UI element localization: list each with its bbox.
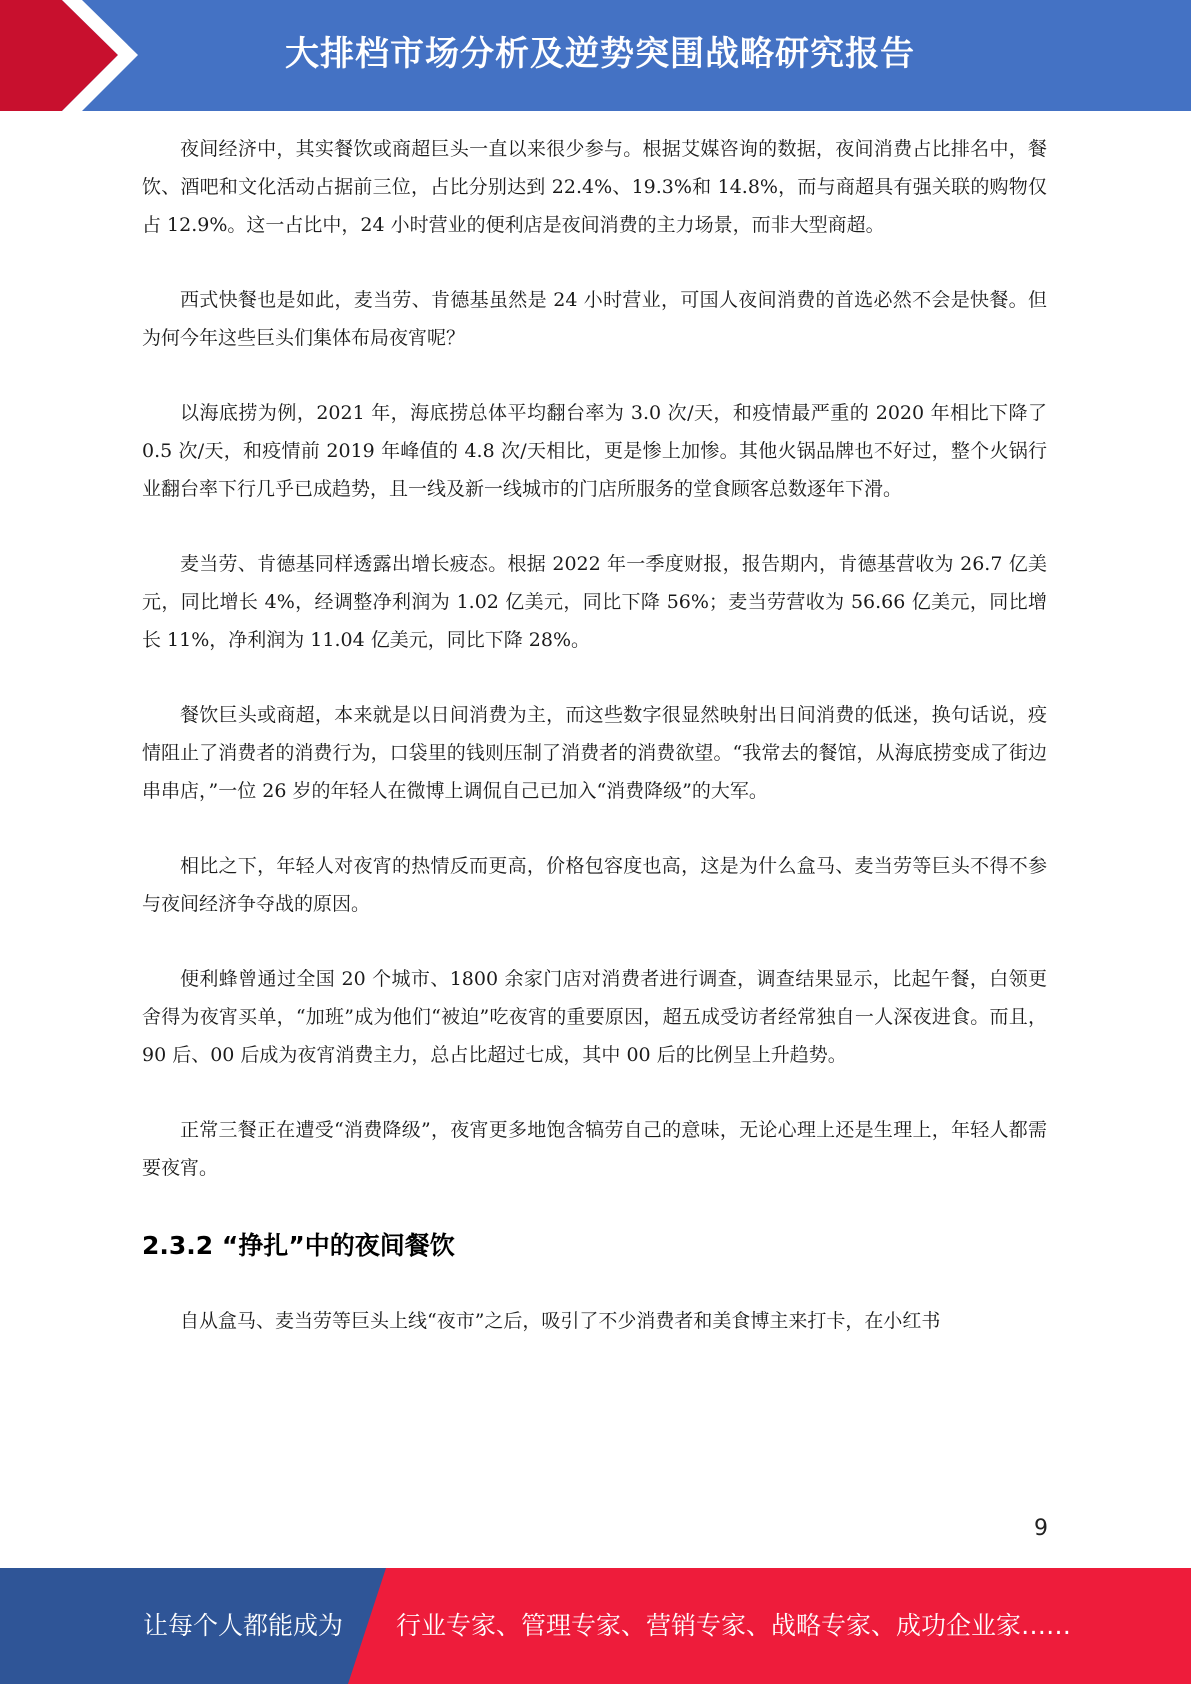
paragraph: 以海底捞为例，2021 年，海底捞总体平均翻台率为 3.0 次/天，和疫情最严重的 2020 年相比下降了 0.5 次/天，和疫情前 2019 年峰值的 4.8 次/天相比，更是惨上加惨。其他火锅品牌也不好过，整个火锅行业翻台率下行几乎已成趋势，且一线及新一线城市的门店所服务的堂食顾客总数逐年下滑。 <box>142 402 1047 500</box>
paragraph: 正常三餐正在遭受“消费降级”，夜宵更多地饱含犒劳自己的意味，无论心理上还是生理上，年轻人都需要夜宵。 <box>142 1119 1047 1179</box>
paragraph: 相比之下，年轻人对夜宵的热情反而更高，价格包容度也高，这是为什么盒马、麦当劳等巨头不得不参与夜间经济争夺战的原因。 <box>142 855 1047 915</box>
main-content <box>142 130 1047 1377</box>
page-number: 9 <box>1034 1516 1048 1541</box>
section-heading: 2.3.2 “挣扎”中的夜间餐饮 <box>142 1231 455 1260</box>
footer-slogan-right: 行业专家、管理专家、营销专家、战略专家、成功企业家…… <box>396 1611 1072 1640</box>
footer-slogan-left: 让每个人都能成为 <box>143 1611 344 1640</box>
paragraph: 便利蜂曾通过全国 20 个城市、1800 余家门店对消费者进行调查，调查结果显示，比起午餐，白领更舍得为夜宵买单，“加班”成为他们“被迫”吃夜宵的重要原因，超五成受访者经常独自一人深夜进食。而且，90 后、00 后成为夜宵消费主力，总占比超过七成，其中 00 后的比例呈上升趋势。 <box>142 968 1047 1066</box>
paragraph: 夜间经济中，其实餐饮或商超巨头一直以来很少参与。根据艾媒咨询的数据，夜间消费占比排名中，餐饮、酒吧和文化活动占据前三位，占比分别达到 22.4%、19.3%和 14.8%，而与商超具有强关联的购物仅占 12.9%。这一占比中，24 小时营业的便利店是夜间消费的主力场景，而非大型商超。 <box>142 138 1047 236</box>
paragraph: 麦当劳、肯德基同样透露出增长疲态。根据 2022 年一季度财报，报告期内，肯德基营收为 26.7 亿美元，同比增长 4%，经调整净利润为 1.02 亿美元，同比下降 56%；麦当劳营收为 56.66 亿美元，同比增长 11%，净利润为 11.04 亿美元，同比下降 28%。 <box>142 553 1047 651</box>
paragraph: 餐饮巨头或商超，本来就是以日间消费为主，而这些数字很显然映射出日间消费的低迷，换句话说，疫情阻止了消费者的消费行为，口袋里的钱则压制了消费者的消费欲望。“我常去的餐馆，从海底捞变成了街边串串店，”一位 26 岁的年轻人在微博上调侃自己已加入“消费降级”的大军。 <box>142 704 1047 802</box>
header-banner <box>0 0 1191 111</box>
paragraph: 西式快餐也是如此，麦当劳、肯德基虽然是 24 小时营业，可国人夜间消费的首选必然不会是快餐。但为何今年这些巨头们集体布局夜宵呢？ <box>142 289 1047 349</box>
paragraph: 自从盒马、麦当劳等巨头上线“夜市”之后，吸引了不少消费者和美食博主来打卡，在小红书 <box>180 1310 941 1332</box>
report-title: 大排档市场分析及逆势突围战略研究报告 <box>285 34 915 74</box>
footer-banner <box>0 1568 1191 1684</box>
